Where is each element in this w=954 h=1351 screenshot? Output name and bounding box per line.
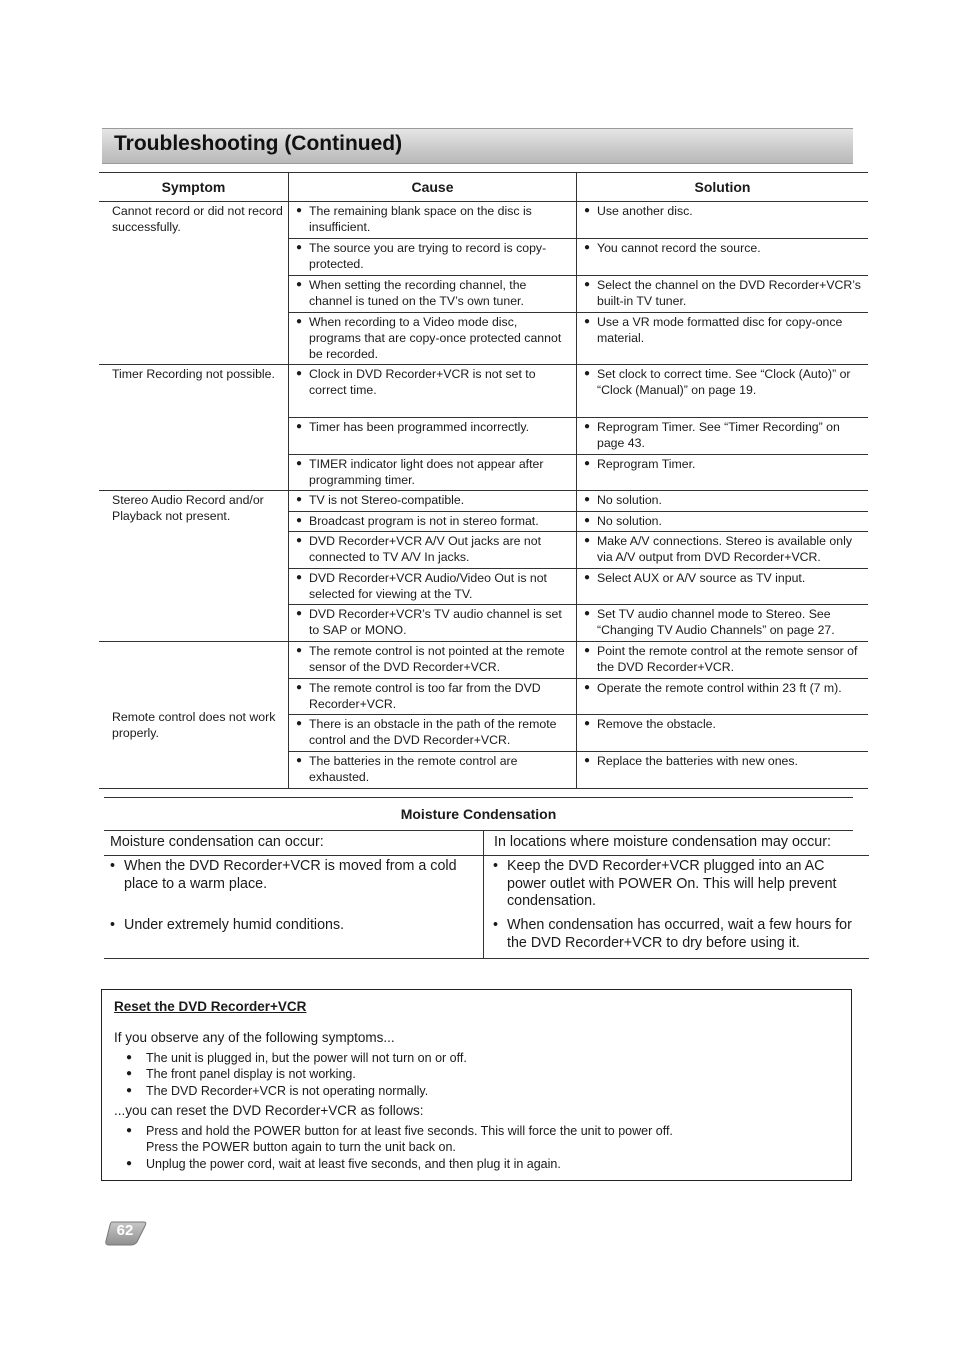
bullet-icon: •	[493, 858, 499, 874]
reset-box	[101, 989, 852, 1181]
reset-step: Press the POWER button again to turn the unit back on.	[146, 1140, 456, 1155]
bullet-icon: ●	[296, 494, 303, 505]
bullet-icon: ●	[126, 1125, 133, 1136]
moisture-left-header: Moisture condensation can occur:	[104, 830, 484, 856]
bullet-icon: ●	[584, 755, 591, 766]
reset-symptom-list	[126, 1050, 826, 1099]
cause-text: When setting the recording channel, the channel is tuned on the TV’s own tuner.	[309, 278, 527, 308]
moisture-left-cell	[104, 856, 484, 959]
list-item	[126, 1050, 826, 1066]
moisture-header-row	[104, 830, 869, 856]
symptom-cell: Timer Recording not possible.	[99, 365, 289, 491]
bullet-icon: ●	[296, 755, 303, 766]
moisture-left-item: Under extremely humid conditions.	[124, 917, 345, 933]
table-row	[99, 365, 868, 418]
cause-text: TIMER indicator light does not appear after programming timer.	[309, 457, 544, 487]
solution-text: Operate the remote control within 23 ft (7 m).	[597, 681, 842, 695]
table-row	[99, 491, 868, 512]
reset-outro: ...you can reset the DVD Recorder+VCR as follows:	[114, 1103, 424, 1118]
list-item	[126, 1156, 826, 1172]
solution-text: Reprogram Timer.	[597, 457, 696, 471]
list-item	[126, 1123, 826, 1139]
bullet-icon: ●	[296, 316, 303, 327]
symptom-cell: Cannot record or did not record successfully.	[99, 202, 289, 365]
cause-text: TV is not Stereo-compatible.	[309, 493, 465, 507]
bullet-icon: ●	[296, 608, 303, 619]
reset-symptom: The DVD Recorder+VCR is not operating normally.	[146, 1083, 429, 1098]
bullet-spacer	[126, 1139, 146, 1155]
list-item	[126, 1066, 826, 1082]
solution-text: No solution.	[597, 493, 662, 507]
bullet-icon: ●	[584, 608, 591, 619]
symptom-cell: Remote control does not work properly.	[99, 642, 289, 789]
bullet-icon: ●	[584, 421, 591, 432]
troubleshooting-table	[99, 172, 868, 789]
solution-text: No solution.	[597, 514, 662, 528]
bullet-icon: ●	[296, 205, 303, 216]
bullet-icon: ●	[296, 515, 303, 526]
cause-text: Broadcast program is not in stereo format.	[309, 514, 539, 528]
reset-step: Press and hold the POWER button for at least five seconds. This will force the unit to power off.	[146, 1124, 673, 1138]
moisture-right-item: When condensation has occurred, wait a few hours for the DVD Recorder+VCR to dry before using it.	[507, 917, 852, 951]
table-row	[99, 202, 868, 239]
bullet-icon: ●	[584, 718, 591, 729]
reset-symptom: The unit is plugged in, but the power will not turn on or off.	[146, 1051, 467, 1065]
reset-title: Reset the DVD Recorder+VCR	[114, 999, 307, 1014]
bullet-icon: ●	[296, 279, 303, 290]
table-row	[99, 642, 868, 679]
bullet-icon: ●	[296, 368, 303, 379]
solution-text: Set clock to correct time. See “Clock (Auto)” or “Clock (Manual)” on page 19.	[597, 367, 851, 397]
bullet-icon: ●	[584, 205, 591, 216]
solution-text: Select AUX or A/V source as TV input.	[597, 571, 806, 585]
cause-text: Clock in DVD Recorder+VCR is not set to correct time.	[309, 367, 536, 397]
solution-text: Use another disc.	[597, 204, 693, 218]
solution-text: Replace the batteries with new ones.	[597, 754, 798, 768]
cause-text: DVD Recorder+VCR A/V Out jacks are not connected to TV A/V In jacks.	[309, 534, 542, 564]
bullet-icon: ●	[584, 279, 591, 290]
bullet-icon: ●	[584, 682, 591, 693]
solution-text: Make A/V connections. Stereo is available only via A/V output from DVD Recorder+VCR.	[597, 534, 852, 564]
list-item	[126, 1139, 826, 1155]
bullet-icon: ●	[584, 572, 591, 583]
bullet-icon: ●	[296, 421, 303, 432]
moisture-title: Moisture Condensation	[104, 797, 853, 831]
bullet-icon: ●	[126, 1157, 133, 1169]
moisture-right-item: Keep the DVD Recorder+VCR plugged into an AC power outlet with POWER On. This will help prevent condensation.	[507, 858, 837, 909]
solution-text: Set TV audio channel mode to Stereo. See “Changing TV Audio Channels” on page 27.	[597, 607, 835, 637]
bullet-icon: ●	[296, 535, 303, 546]
header-symptom: Symptom	[99, 173, 289, 202]
bullet-icon: ●	[584, 316, 591, 327]
page-number: 62	[116, 1222, 134, 1239]
page-number-badge	[104, 1220, 148, 1246]
header-cause: Cause	[289, 173, 577, 202]
page-title: Troubleshooting (Continued)	[114, 132, 403, 155]
moisture-right-cell	[484, 856, 870, 959]
cause-text: The remaining blank space on the disc is insufficient.	[309, 204, 532, 234]
cause-text: The remote control is not pointed at the remote sensor of the DVD Recorder+VCR.	[309, 644, 565, 674]
header-solution: Solution	[577, 173, 869, 202]
solution-text: Use a VR mode formatted disc for copy-once material.	[597, 315, 843, 345]
cause-text: The remote control is too far from the DVD Recorder+VCR.	[309, 681, 541, 711]
bullet-icon: ●	[584, 458, 591, 469]
reset-symptom: The front panel display is not working.	[146, 1067, 356, 1082]
bullet-icon: ●	[584, 242, 591, 253]
bullet-icon: ●	[584, 645, 591, 656]
reset-intro: If you observe any of the following symptoms...	[114, 1030, 395, 1045]
bullet-icon: ●	[296, 242, 303, 253]
bullet-icon: ●	[584, 368, 591, 379]
moisture-body-row	[104, 856, 869, 959]
moisture-left-item: When the DVD Recorder+VCR is moved from a cold place to a warm place.	[124, 858, 457, 892]
cause-text: There is an obstacle in the path of the remote control and the DVD Recorder+VCR.	[309, 717, 557, 747]
symptom-cell: Stereo Audio Record and/or Playback not present.	[99, 491, 289, 642]
bullet-icon: ●	[126, 1052, 133, 1063]
bullet-icon: ●	[126, 1084, 133, 1096]
bullet-icon: ●	[296, 572, 303, 583]
solution-text: Point the remote control at the remote sensor of the DVD Recorder+VCR.	[597, 644, 858, 674]
reset-step: Unplug the power cord, wait at least five seconds, and then plug it in again.	[146, 1156, 561, 1171]
table-header-row	[99, 173, 868, 202]
bullet-icon: •	[110, 858, 116, 874]
cause-text: DVD Recorder+VCR’s TV audio channel is set to SAP or MONO.	[309, 607, 562, 637]
bullet-icon: •	[110, 917, 116, 933]
bullet-icon: ●	[584, 515, 591, 526]
solution-text: Select the channel on the DVD Recorder+VCR’s built-in TV tuner.	[597, 278, 861, 308]
cause-text: When recording to a Video mode disc, programs that are copy-once protected cannot be recorded.	[309, 315, 562, 361]
bullet-icon: ●	[296, 718, 303, 729]
cause-text: Timer has been programmed incorrectly.	[309, 420, 530, 434]
bullet-icon: ●	[584, 494, 591, 505]
cause-text: The batteries in the remote control are exhausted.	[309, 754, 518, 784]
bullet-icon: •	[493, 917, 499, 933]
cause-text: The source you are trying to record is copy-protected.	[309, 241, 547, 271]
list-item	[126, 1083, 826, 1099]
solution-text: Remove the obstacle.	[597, 717, 716, 731]
bullet-icon: ●	[584, 535, 591, 546]
moisture-right-header: In locations where moisture condensation may occur:	[484, 830, 870, 856]
bullet-icon: ●	[296, 645, 303, 656]
reset-step-list	[126, 1123, 826, 1172]
solution-text: You cannot record the source.	[597, 241, 761, 255]
bullet-icon: ●	[296, 682, 303, 693]
cause-text: DVD Recorder+VCR Audio/Video Out is not selected for viewing at the TV.	[309, 571, 547, 601]
bullet-icon: ●	[296, 458, 303, 469]
section-banner	[102, 128, 853, 164]
bullet-icon: ●	[126, 1068, 133, 1080]
solution-text: Reprogram Timer. See “Timer Recording” on page 43.	[597, 420, 840, 450]
moisture-table	[104, 830, 869, 959]
